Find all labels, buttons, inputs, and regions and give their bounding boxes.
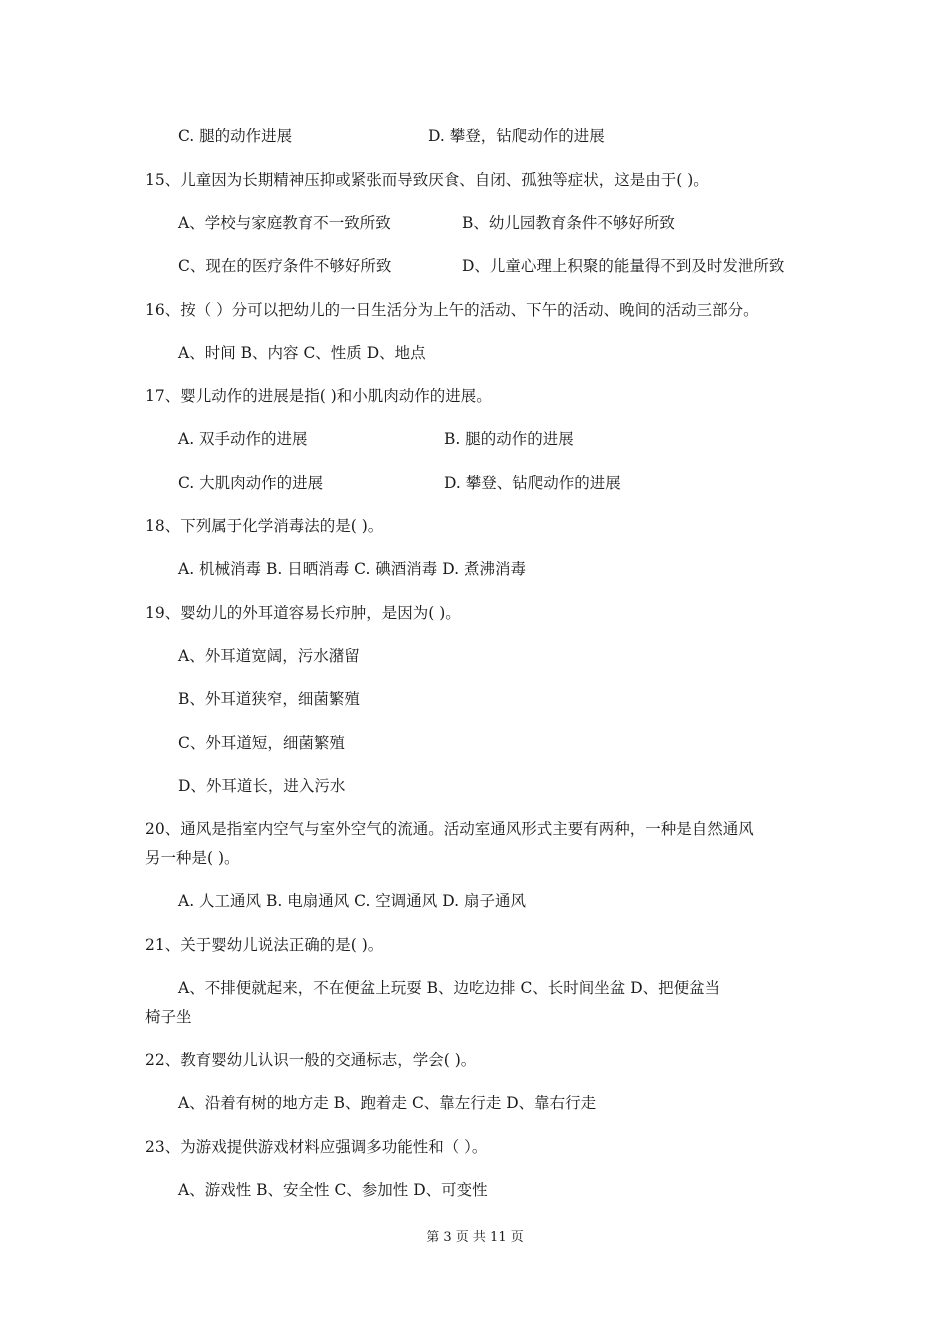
option-c-q17: C. 大肌肉动作的进展 — [178, 474, 324, 492]
option-b-q15: B、幼儿园教育条件不够好所致 — [462, 214, 675, 232]
option-b-q19: B、外耳道狭窄，细菌繁殖 — [178, 690, 360, 708]
option-b-q17: B. 腿的动作的进展 — [444, 430, 574, 448]
options-q23: A、游戏性 B、安全性 C、参加性 D、可变性 — [178, 1181, 488, 1199]
option-c-q14: C. 腿的动作进展 — [178, 127, 293, 145]
option-d-q15: D、儿童心理上积聚的能量得不到及时发泄所致 — [462, 257, 785, 275]
question-23: 23、为游戏提供游戏材料应强调多功能性和（ ）。 — [145, 1138, 488, 1156]
option-c-q15: C、现在的医疗条件不够好所致 — [178, 257, 392, 275]
question-16: 16、按（ ）分可以把幼儿的一日生活分为上午的活动、下午的活动、晚间的活动三部分。 — [145, 301, 759, 319]
question-20: 20、通风是指室内空气与室外空气的流通。活动室通风形式主要有两种，一种是自然通风 — [145, 820, 754, 838]
question-20-continued: 另一种是( )。 — [145, 849, 240, 867]
question-19: 19、婴幼儿的外耳道容易长疖肿，是因为( )。 — [145, 604, 461, 622]
option-d-q17: D. 攀登、钻爬动作的进展 — [444, 474, 621, 492]
options-q21-continued: 椅子坐 — [145, 1008, 192, 1026]
option-d-q19: D、外耳道长，进入污水 — [178, 777, 346, 795]
options-q21: A、不排便就起来，不在便盆上玩耍 B、边吃边排 C、长时间坐盆 D、把便盆当 — [178, 979, 721, 997]
question-22: 22、教育婴幼儿认识一般的交通标志，学会( )。 — [145, 1051, 477, 1069]
option-a-q17: A. 双手动作的进展 — [178, 430, 308, 448]
option-a-q15: A、学校与家庭教育不一致所致 — [178, 214, 391, 232]
question-15: 15、儿童因为长期精神压抑或紧张而导致厌食、自闭、孤独等症状，这是由于( )。 — [145, 171, 709, 189]
question-17: 17、婴儿动作的进展是指( )和小肌肉动作的进展。 — [145, 387, 492, 405]
question-21: 21、关于婴幼儿说法正确的是( )。 — [145, 936, 384, 954]
options-q20: A. 人工通风 B. 电扇通风 C. 空调通风 D. 扇子通风 — [178, 892, 526, 910]
option-c-q19: C、外耳道短，细菌繁殖 — [178, 734, 345, 752]
option-d-q14: D. 攀登，钻爬动作的进展 — [428, 127, 605, 145]
options-q18: A. 机械消毒 B. 日晒消毒 C. 碘酒消毒 D. 煮沸消毒 — [178, 560, 526, 578]
options-q16: A、时间 B、内容 C、性质 D、地点 — [178, 344, 426, 362]
option-a-q19: A、外耳道宽阔，污水潴留 — [178, 647, 360, 665]
options-q22: A、沿着有树的地方走 B、跑着走 C、靠左行走 D、靠右行走 — [178, 1094, 597, 1112]
question-18: 18、下列属于化学消毒法的是( )。 — [145, 517, 384, 535]
page-footer: 第 3 页 共 11 页 — [426, 1230, 524, 1245]
